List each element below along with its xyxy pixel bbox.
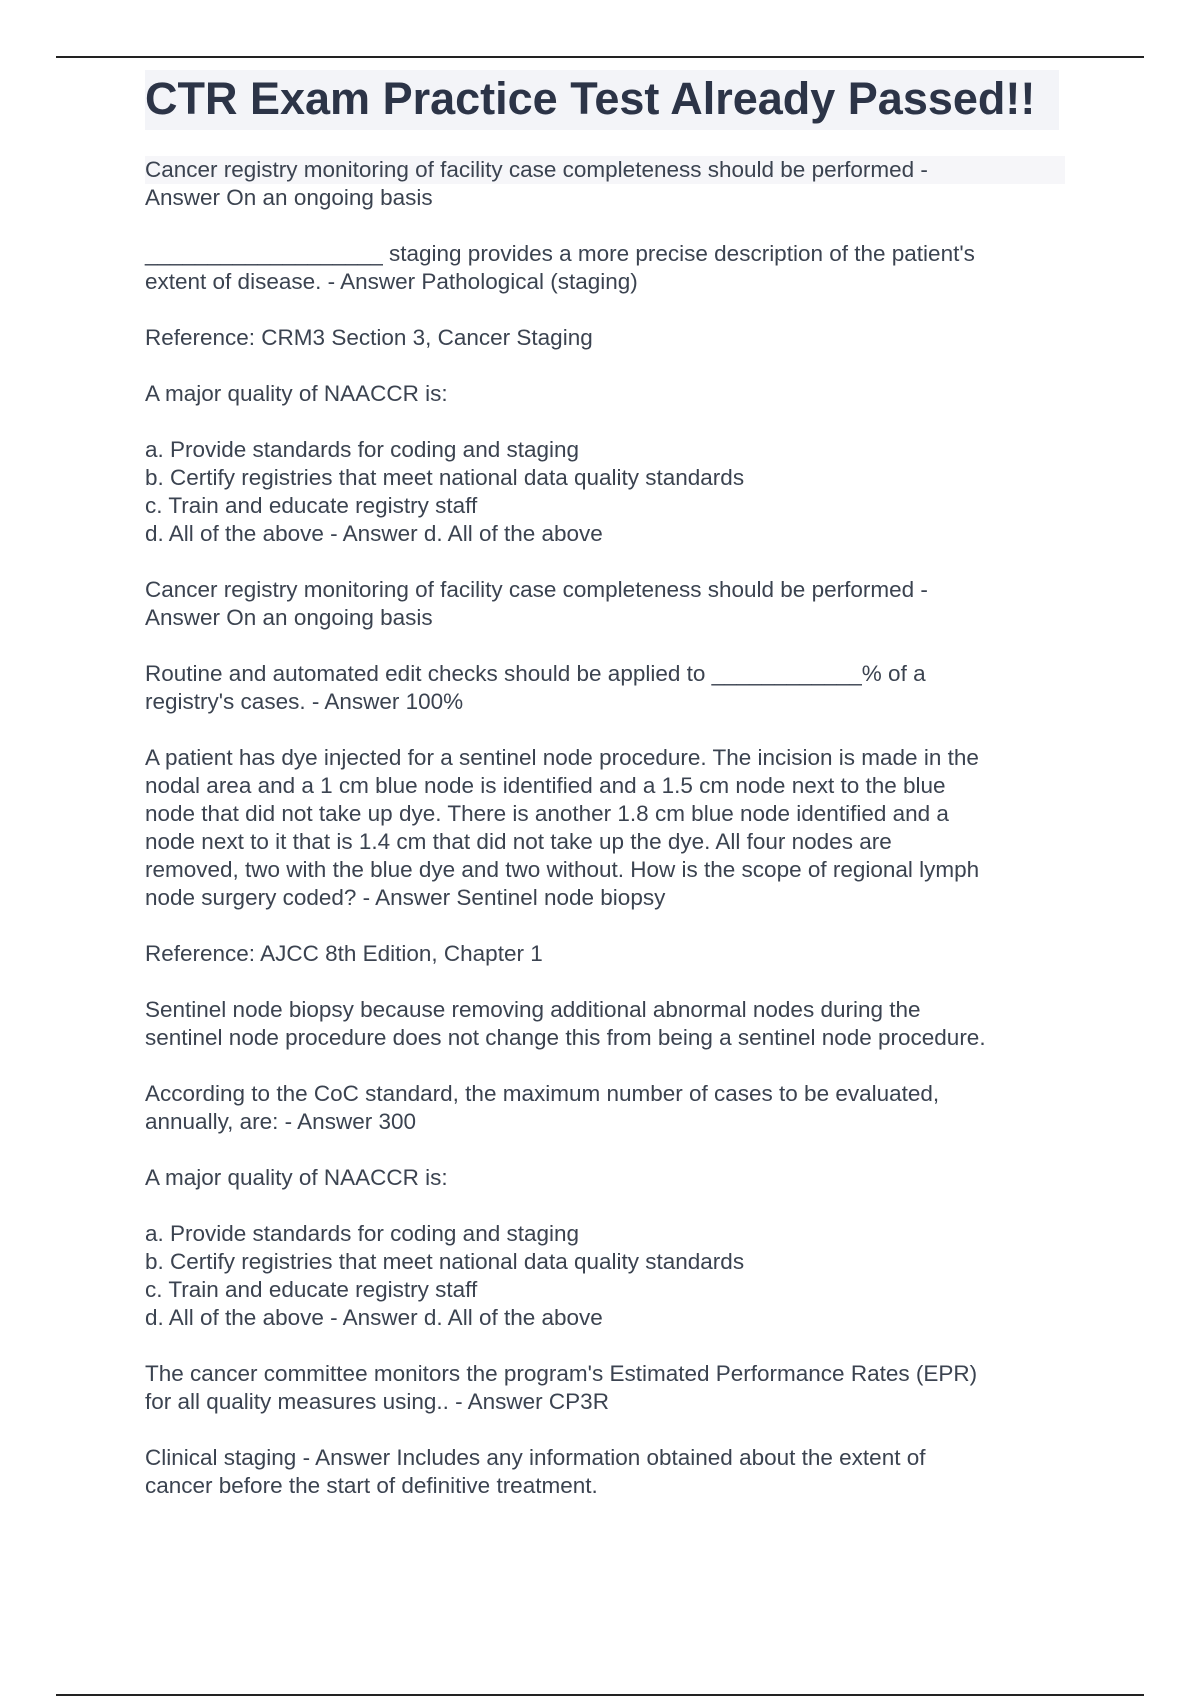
- text-line: registry's cases. - Answer 100%: [145, 689, 464, 714]
- text-line: node that did not take up dye. There is another 1.8 cm blue node identified and a: [145, 801, 949, 826]
- document-body: [145, 70, 1065, 1528]
- option-d: d. All of the above - Answer d. All of the above: [145, 521, 603, 546]
- option-a: a. Provide standards for coding and staging: [145, 437, 580, 462]
- text-line: Reference: AJCC 8th Edition, Chapter 1: [145, 941, 543, 966]
- bottom-rule: [56, 1694, 1144, 1696]
- text-line: Answer On an ongoing basis: [145, 605, 433, 630]
- qa-item: [145, 744, 1065, 912]
- text-line: Routine and automated edit checks should be applied to ____________% of a: [145, 661, 926, 686]
- question-stem: [145, 1164, 1065, 1192]
- qa-item: [145, 1360, 1065, 1416]
- option-b: b. Certify registries that meet national data quality standards: [145, 1249, 745, 1274]
- text-line: sentinel node procedure does not change this from being a sentinel node procedure.: [145, 1025, 986, 1050]
- question-stem: [145, 380, 1065, 408]
- text-line: nodal area and a 1 cm blue node is identified and a 1.5 cm node next to the blue: [145, 773, 946, 798]
- text-line: for all quality measures using.. - Answer CP3R: [145, 1389, 609, 1414]
- text-line: A patient has dye injected for a sentinel node procedure. The incision is made in the: [145, 745, 979, 770]
- text-line: Reference: CRM3 Section 3, Cancer Staging: [145, 325, 593, 350]
- text-line: Answer On an ongoing basis: [145, 185, 433, 210]
- qa-item: [145, 1080, 1065, 1136]
- title-block: [145, 70, 1059, 130]
- reference-line: [145, 324, 1065, 352]
- text-line: Cancer registry monitoring of facility case completeness should be performed -: [145, 156, 1065, 184]
- qa-item: [145, 156, 1065, 212]
- text-line: A major quality of NAACCR is:: [145, 1165, 448, 1190]
- text-line: node surgery coded? - Answer Sentinel node biopsy: [145, 885, 666, 910]
- text-line: extent of disease. - Answer Pathological (staging): [145, 269, 638, 294]
- text-line: Clinical staging - Answer Includes any information obtained about the extent of: [145, 1445, 926, 1470]
- qa-item: [145, 660, 1065, 716]
- top-rule: [56, 56, 1144, 58]
- option-c: c. Train and educate registry staff: [145, 1277, 478, 1302]
- option-a: a. Provide standards for coding and staging: [145, 1221, 580, 1246]
- page-title: CTR Exam Practice Test Already Passed!!: [145, 73, 1036, 124]
- text-line: node next to it that is 1.4 cm that did not take up the dye. All four nodes are: [145, 829, 892, 854]
- qa-item: [145, 1444, 1065, 1500]
- text-line: According to the CoC standard, the maximum number of cases to be evaluated,: [145, 1081, 940, 1106]
- text-line: annually, are: - Answer 300: [145, 1109, 416, 1134]
- option-c: c. Train and educate registry staff: [145, 493, 478, 518]
- text-line: cancer before the start of definitive treatment.: [145, 1473, 598, 1498]
- text-line: A major quality of NAACCR is:: [145, 381, 448, 406]
- qa-item: [145, 576, 1065, 632]
- text-line: Sentinel node biopsy because removing additional abnormal nodes during the: [145, 997, 921, 1022]
- text-line: ___________________ staging provides a more precise description of the patient's: [145, 241, 975, 266]
- text-line: Cancer registry monitoring of facility case completeness should be performed -: [145, 577, 928, 602]
- answer-options: [145, 436, 1065, 548]
- option-d: d. All of the above - Answer d. All of the above: [145, 1305, 603, 1330]
- answer-options: [145, 1220, 1065, 1332]
- explanation: [145, 996, 1065, 1052]
- text-line: The cancer committee monitors the program's Estimated Performance Rates (EPR): [145, 1361, 978, 1386]
- reference-line: [145, 940, 1065, 968]
- text-line: removed, two with the blue dye and two without. How is the scope of regional lymph: [145, 857, 980, 882]
- qa-item: [145, 240, 1065, 296]
- option-b: b. Certify registries that meet national data quality standards: [145, 465, 745, 490]
